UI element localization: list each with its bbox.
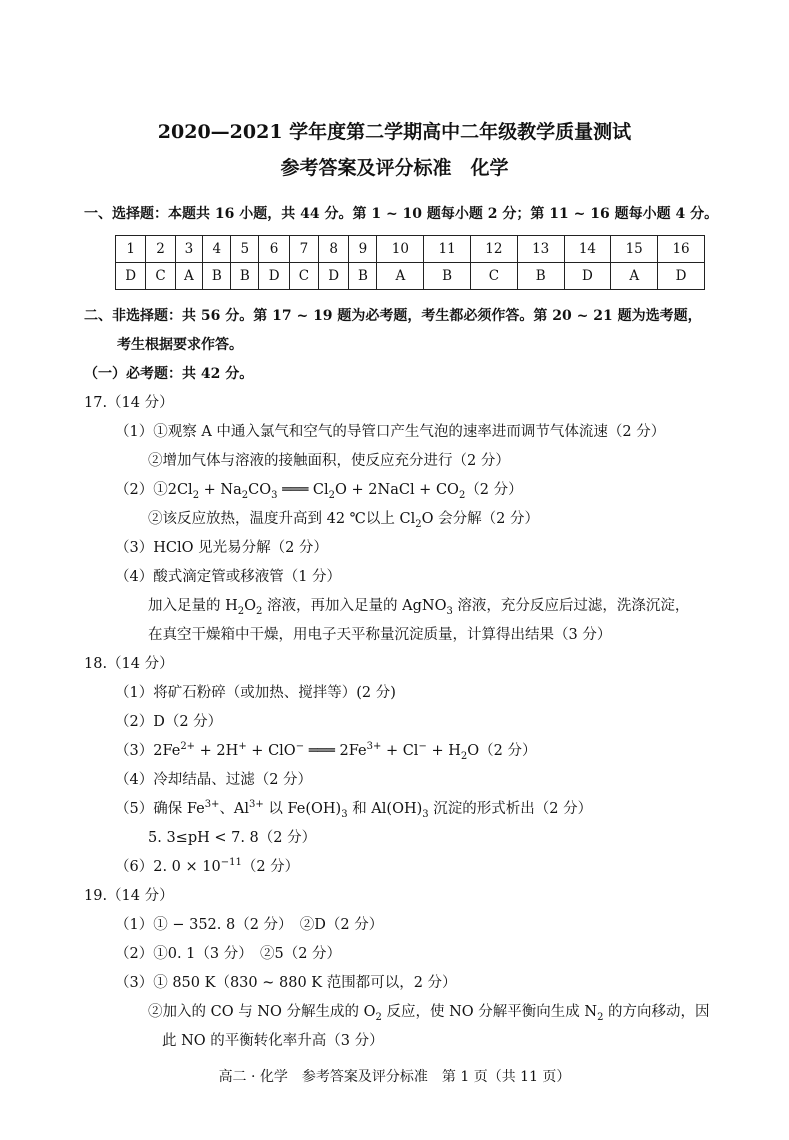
q18-answer-5-1: （5）确保 $Fe^{3+}$、$Al^{3+}$ 以 $Fe(OH)_3$ 和 $Al(OH)_3$ 沉淀的形式析出（2 分）	[115, 799, 593, 820]
answer-table-answers-row	[116, 263, 705, 290]
answer-cell: B	[349, 263, 377, 290]
answer-table-numbers-row	[116, 236, 705, 263]
answer-cell: D	[259, 263, 289, 290]
q19-answer-1: （1）① − 352. 8（2 分） ②D（2 分）	[115, 917, 384, 933]
question-number-cell: 4	[203, 236, 231, 263]
answer-cell: D	[318, 263, 348, 290]
page-footer: 高二 · 化学 参考答案及评分标准 第 1 页（共 11 页）	[218, 1069, 571, 1085]
section1-heading: 一、选择题：本题共 16 小题，共 44 分。第 1 ~ 10 题每小题 2 分；第 11 ~ 16 题每小题 4 分。	[84, 206, 719, 222]
q17-answer-4-2: 加入足量的 $H_2O_2$ 溶液，再加入足量的 AgNO$_3$ 溶液，充分反应后过滤，洗涤沉淀，	[148, 598, 690, 617]
q18-answer-3: $(3)2Fe^{2+} + 2H^+ + ClO^-$ ═══ $2Fe^{3+} + Cl^- + H_2O(2$ 分）	[115, 741, 537, 762]
section2-heading-cont: 考生根据要求作答。	[117, 337, 243, 353]
answer-cell: D	[116, 263, 146, 290]
answer-cell: A	[611, 263, 658, 290]
question-number-cell: 3	[175, 236, 203, 263]
question-number-cell: 14	[564, 236, 611, 263]
question-number-cell: 8	[318, 236, 348, 263]
answer-cell: B	[231, 263, 259, 290]
q18-answer-2: （2）D（2 分）	[115, 714, 223, 730]
question-number-cell: 13	[517, 236, 564, 263]
question-number-cell: 9	[349, 236, 377, 263]
answer-cell: B	[424, 263, 471, 290]
q19-answer-3-2: ②加入的 CO 与 NO 分解生成的 $O_2$ 反应，使 NO 分解平衡向生成 $N_2$ 的方向移动，因	[148, 1004, 710, 1023]
page-title: 2020—2021 学年度第二学期高中二年级教学质量测试	[157, 121, 632, 143]
answer-cell: C	[471, 263, 518, 290]
answer-cell: A	[377, 263, 424, 290]
page-subtitle: 参考答案及评分标准 化学	[280, 157, 509, 179]
question-number-cell: 15	[611, 236, 658, 263]
answer-cell: C	[146, 263, 175, 290]
answer-cell: D	[564, 263, 611, 290]
question-number-cell: 11	[424, 236, 471, 263]
question-number-cell: 6	[259, 236, 289, 263]
question-number-cell: 1	[116, 236, 146, 263]
q17-answer-1-2: ②增加气体与溶液的接触面积，使反应充分进行（2 分）	[148, 453, 510, 469]
q19-answer-3-3: 此 NO 的平衡转化率升高（3 分）	[162, 1033, 384, 1049]
q18-answer-6: （6）2. $0 \times 10^{-11}(2$ 分）	[115, 857, 300, 875]
q17-answer-4-3: 在真空干燥箱中干燥，用电子天平称量沉淀质量，计算得出结果（3 分）	[148, 627, 612, 643]
q18-heading: 18.（14 分）	[84, 656, 174, 672]
answer-cell: B	[203, 263, 231, 290]
q19-answer-3-1: （3）① 850 K（830 ~ 880 K 范围都可以，2 分）	[115, 975, 457, 991]
question-number-cell: 16	[658, 236, 705, 263]
q17-answer-2-2: ②该反应放热，温度升高到 42 ℃以上 $Cl_2O$ 会分解（2 分）	[148, 511, 539, 530]
q18-answer-1: （1）将矿石粉碎（或加热、搅拌等）(2 分)	[115, 685, 396, 701]
q17-heading: 17.（14 分）	[84, 395, 174, 411]
section2-heading: 二、非选择题：共 56 分。第 17 ~ 19 题为必考题，考生都必须作答。第 20 ~ 21 题为选考题，	[84, 308, 702, 324]
question-number-cell: 2	[146, 236, 175, 263]
q17-answer-2-1: $(2)①2Cl_2 + Na_2CO_3$ ═══ $Cl_2O$ + 2NaCl + $CO_2(2$ 分）	[115, 482, 523, 501]
answer-cell: C	[289, 263, 318, 290]
q19-answer-2: （2）①0. 1（3 分） ②5（2 分）	[115, 946, 342, 962]
question-number-cell: 10	[377, 236, 424, 263]
question-number-cell: 5	[231, 236, 259, 263]
subsection1-heading: （一）必考题：共 42 分。	[84, 366, 254, 382]
answer-cell: A	[175, 263, 203, 290]
answer-table	[115, 235, 705, 290]
q17-answer-4-1: （4）酸式滴定管或移液管（1 分）	[115, 569, 342, 585]
q18-answer-5-2: 5. 3≤pH < 7. 8（2 分）	[148, 830, 317, 846]
q18-answer-4: （4）冷却结晶、过滤（2 分）	[115, 772, 313, 788]
answer-cell: D	[658, 263, 705, 290]
question-number-cell: 12	[471, 236, 518, 263]
q17-answer-1-1: （1）①观察 A 中通入氯气和空气的导管口产生气泡的速率进而调节气体流速（2 分）	[115, 424, 666, 440]
answer-cell: B	[517, 263, 564, 290]
q19-heading: 19.（14 分）	[84, 888, 174, 904]
question-number-cell: 7	[289, 236, 318, 263]
q17-answer-3: （3）HClO 见光易分解（2 分）	[115, 540, 328, 556]
